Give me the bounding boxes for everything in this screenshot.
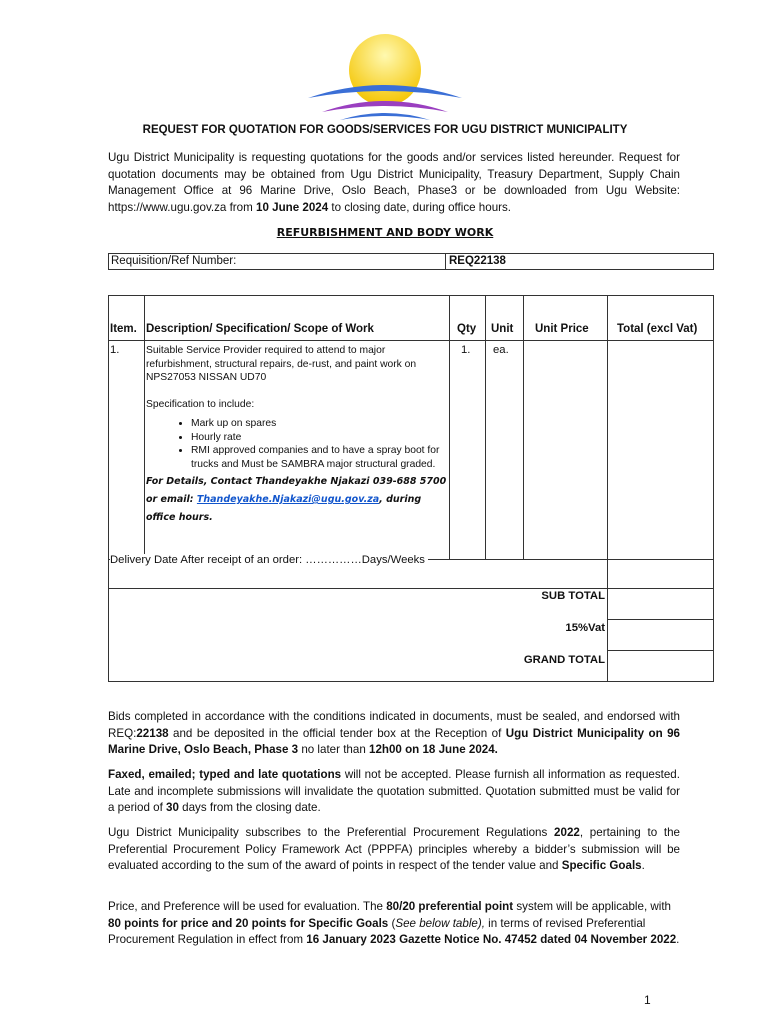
header-unit: Unit [491,323,514,335]
grand-total-label: GRAND TOTAL [523,654,605,666]
late-submissions-paragraph [108,767,680,817]
intro-text-2: to closing date, during office hours. [328,200,512,214]
p2-bold: Faxed, emailed; typed and late quotations [108,768,342,781]
document-title: REQUEST FOR QUOTATION FOR GOODS/SERVICES FOR UGU DISTRICT MUNICIPALITY [142,124,628,136]
header-total: Total (excl Vat) [617,323,698,335]
description-text: Suitable Service Provider required to attend to major refurbishment, structural repairs, de-rust, and paint work on NPS27053 NISSAN UD70 [146,345,417,383]
p3-text-c: , pertaining to the Preferential Procurement Policy Framework Act (PPPFA) principles whereby a bidder’s submission will be evaluated according to the sum of the award of points in respect of the tender value and [108,826,681,872]
p4-text-e: ( [388,916,396,930]
requisition-value: REQ22138 [449,255,506,267]
row-item-number: 1. [110,344,120,356]
vat-label: 15%Vat [565,622,605,634]
section-heading: REFURBISHMENT AND BODY WORK [276,226,494,239]
swoosh-purple [322,101,448,112]
sub-total-label: SUB TOTAL [541,590,605,602]
evaluation-paragraph [108,899,680,949]
spec-intro: Specification to include: [146,398,255,410]
sun-shape [349,34,421,106]
ugu-logo [300,32,470,122]
header-item: Item. [110,323,137,335]
p2-text-b: will not be accepted. Please furnish all information as requested. Late and incomplete submissions will invalidate the quotation submitted. Quotation submitted must be valid for a period of [108,768,680,814]
header-qty: Qty [457,323,477,335]
p4-system: 80/20 preferential point [386,900,514,913]
header-unit-price: Unit Price [535,323,589,335]
row-unit: ea. [493,344,509,356]
row-qty: 1. [461,344,471,356]
requisition-label: Requisition/Ref Number: [111,255,237,267]
delivery-date: Delivery Date After receipt of an order: ……………Days/Weeks [110,554,428,566]
p3-text-a: Ugu District Municipality subscribes to the Preferential Procurement Regulations [108,826,555,839]
row-description [146,344,448,527]
p4-text-i: . [676,933,680,946]
preferential-regulations-paragraph [108,825,680,875]
p1-location: Ugu District Municipality on 96 Marine Drive, Oslo Beach, Phase 3 [108,726,681,756]
header-description: Description/ Specification/ Scope of Work [146,323,374,335]
contact-details [146,473,448,527]
p4-gazette: 16 January 2023 Gazette Notice No. 47452 dated 04 November 2022 [306,933,677,946]
p4-text-g: in terms of revised Preferential Procurement Regulation in effect from [108,916,646,946]
p1-text-a: Bids completed in accordance with the conditions indicated in documents, must be sealed, and endorsed with REQ: [108,710,680,740]
contact-email-link[interactable]: Thandeyakhe.Njakazi@ugu.gov.za [196,494,380,505]
p3-text-e: . [641,859,645,872]
p2-days: 30 [166,801,179,814]
requisition-row [108,253,714,270]
contact-text: For Details, Contact Thandeyakhe Njakazi 039-688 5700 or email: [146,476,447,505]
p1-deadline: 12h00 on 18 June 2024. [369,743,498,756]
p1-ref: 22138 [136,726,169,740]
intro-text-1: Ugu District Municipality is requesting quotations for the goods and/or services listed hereunder. Request for quotation documents may be obtained from Ugu District Municipality, Treasury Department, Supply Chain Management Office at 96 Marine Drive, Oslo Beach, Phase3 or be downloaded from Ugu Website: https://www.ugu.gov.za from [108,151,680,214]
spec-item: • Hourly rate [191,431,448,445]
p4-text-a: Price, and Preference will be used for evaluation. The [108,900,387,913]
p1-text-e: no later than [298,743,369,756]
intro-paragraph [108,150,680,216]
p1-text-c: and be deposited in the official tender box at the Reception of [168,726,506,740]
contact-suffix: , during office hours. [146,494,422,523]
p4-text-c: system will be applicable, with [513,900,672,913]
spec-item: • RMI approved companies and to have a spray boot for trucks and Must be SAMBRA major structural graded. [191,444,448,471]
p3-specific-goals: Specific Goals [561,859,642,872]
spec-item: • Mark up on spares [191,417,448,431]
p3-year: 2022 [554,826,580,839]
intro-date: 10 June 2024 [256,200,329,214]
page-number: 1 [644,993,651,1007]
submission-paragraph [108,709,680,759]
p4-see-table: See below table), [395,916,485,930]
p2-text-d: days from the closing date. [178,801,321,814]
swoosh-blue-2 [340,113,430,120]
spec-list [146,417,448,471]
p4-points: 80 points for price and 20 points for Specific Goals [108,916,389,930]
quotation-table [108,295,714,682]
